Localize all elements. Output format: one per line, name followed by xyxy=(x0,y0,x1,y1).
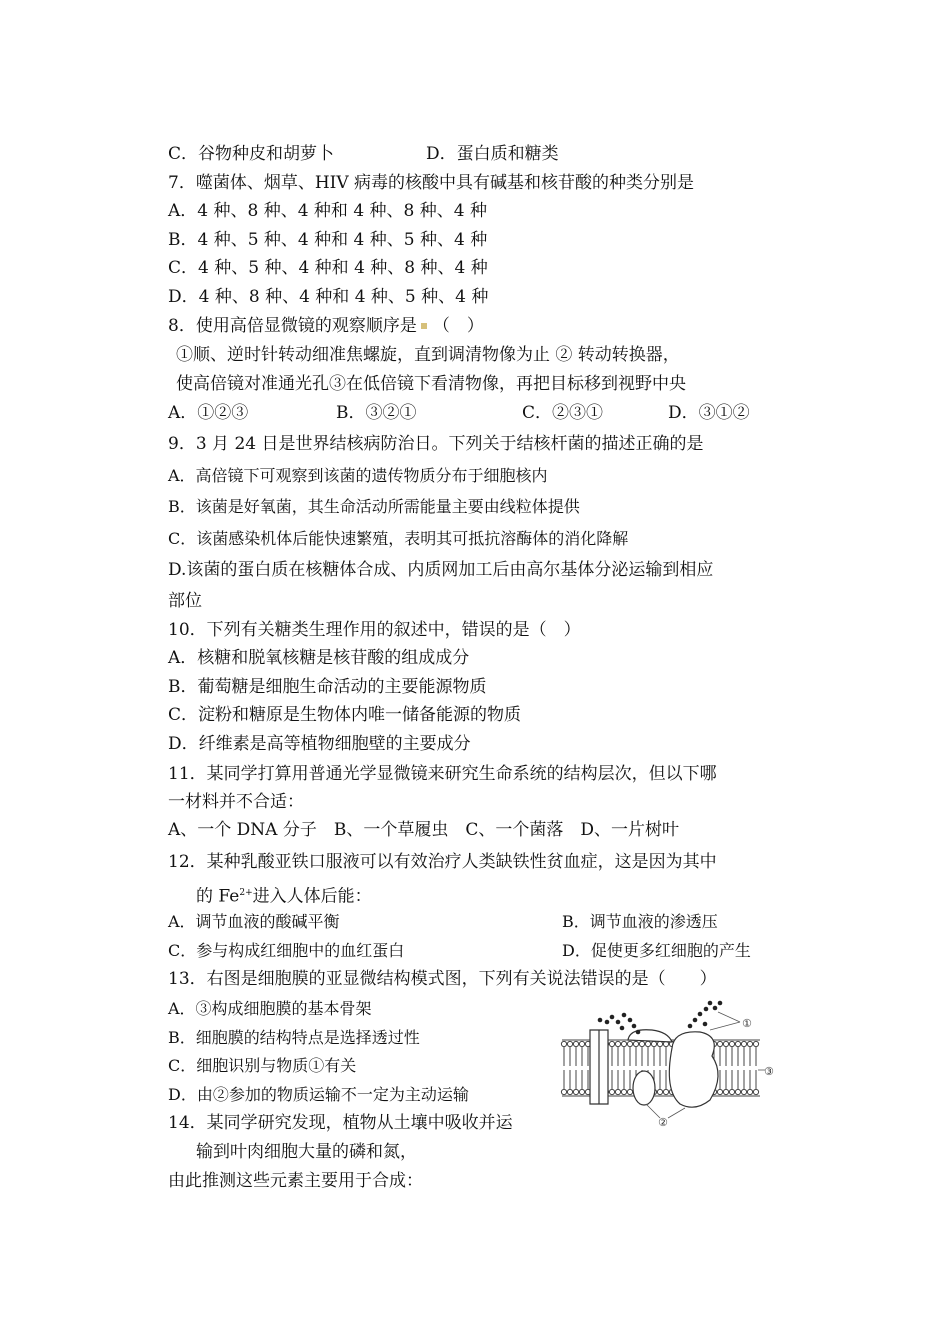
lipid-head xyxy=(729,1041,734,1046)
lipid-head xyxy=(741,1089,746,1094)
option-c: C．细胞识别与物质①有关 xyxy=(168,1056,357,1075)
question-12-tail: 进入人体后能： xyxy=(252,886,372,907)
lipid-head xyxy=(735,1041,740,1046)
option-d: D．纤维素是高等植物细胞壁的主要成分 xyxy=(168,734,471,754)
question-8-options xyxy=(168,402,750,424)
question-11-options: A、一个 DNA 分子 B、一个草履虫 C、一个菌落 D、一片树叶 xyxy=(168,820,679,840)
lipid-head xyxy=(579,1089,584,1094)
question-10: 10．下列有关糖类生理作用的叙述中，错误的是（ ） xyxy=(168,620,581,640)
question-12: 12．某种乳酸亚铁口服液可以有效治疗人类缺铁性贫血症，这是因为其中 xyxy=(168,852,717,872)
lipid-head xyxy=(615,1041,620,1046)
lipid-head xyxy=(561,1041,566,1046)
lipid-head xyxy=(609,1041,614,1046)
option-b: B．4 种、5 种、4 种和 4 种、5 种、4 种 xyxy=(168,230,488,250)
lipid-head xyxy=(657,1089,662,1094)
lipid-head xyxy=(579,1041,584,1046)
option-a: A．高倍镜下可观察到该菌的遗传物质分布于细胞核内 xyxy=(168,466,548,485)
lipid-head xyxy=(747,1089,752,1094)
question-11: 11．某同学打算用普通光学显微镜来研究生命系统的结构层次，但以下哪 xyxy=(168,764,717,784)
option-a: A．③构成细胞膜的基本骨架 xyxy=(168,999,372,1018)
option-b: B．细胞膜的结构特点是选择透过性 xyxy=(168,1028,420,1047)
lipid-head xyxy=(753,1041,758,1046)
lipid-head xyxy=(645,1041,650,1046)
option-b: B．③②① xyxy=(336,403,417,423)
lipid-head xyxy=(561,1089,566,1094)
lipid-head xyxy=(717,1089,722,1094)
label-3: ③ xyxy=(764,1065,774,1078)
question-7: 7．噬菌体、烟草、HIV 病毒的核酸中具有碱基和核苷酸的种类分别是 xyxy=(168,173,695,193)
fe-text: 的 Fe xyxy=(196,886,240,907)
option-c: C．4 种、5 种、4 种和 4 种、8 种、4 种 xyxy=(168,258,488,278)
question-9: 9．3 月 24 日是世界结核病防治日。下列关于结核杆菌的描述正确的是 xyxy=(168,434,704,454)
lipid-head xyxy=(573,1089,578,1094)
question-8-steps-cont: 使高倍镜对准通光孔③在低倍镜下看清物像，再把目标移到视野中央 xyxy=(176,374,686,394)
question-14-cont-2: 由此推测这些元素主要用于合成： xyxy=(168,1171,423,1191)
glycocalyx xyxy=(598,1001,723,1035)
option-c: C．谷物种皮和胡萝卜 xyxy=(168,144,335,164)
lipid-head xyxy=(615,1089,620,1094)
lipid-head xyxy=(621,1041,626,1046)
lipid-head xyxy=(627,1089,632,1094)
lipid-head xyxy=(657,1041,662,1046)
lipid-head xyxy=(747,1041,752,1046)
question-12-options-1 xyxy=(168,911,718,933)
question-14: 14．某同学研究发现，植物从土壤中吸收并运 xyxy=(168,1113,513,1133)
lipid-head xyxy=(735,1089,740,1094)
question-14-cont: 输到叶肉细胞大量的磷和氮， xyxy=(196,1142,417,1162)
option-d: D．③①② xyxy=(668,403,750,423)
option-c: C．该菌感染机体后能快速繁殖，表明其可抵抗溶酶体的消化降解 xyxy=(168,529,629,548)
answer-paren: （ ） xyxy=(432,316,484,336)
option-d: D．由②参加的物质运输不一定为主动运输 xyxy=(168,1085,469,1104)
marker-icon xyxy=(421,323,427,329)
question-8 xyxy=(168,315,484,337)
question-8-text: 8．使用高倍显微镜的观察顺序是 xyxy=(168,316,417,336)
lipid-head xyxy=(567,1041,572,1046)
lipid-head xyxy=(567,1089,572,1094)
option-a: A．调节血液的酸碱平衡 xyxy=(168,912,340,931)
lipid-head xyxy=(609,1089,614,1094)
lipid-head xyxy=(741,1041,746,1046)
label-1: ① xyxy=(742,1017,752,1030)
question-12-options-2 xyxy=(168,940,751,962)
option-c: C．②③① xyxy=(522,403,604,423)
label-2: ② xyxy=(658,1116,668,1129)
option-b: B．葡萄糖是细胞生命活动的主要能源物质 xyxy=(168,677,487,697)
option-d: D．4 种、8 种、4 种和 4 种、5 种、4 种 xyxy=(168,287,489,307)
cell-membrane-diagram xyxy=(560,1000,790,1130)
option-a: A．4 种、8 种、4 种和 4 种、8 种、4 种 xyxy=(168,201,487,221)
option-d: D．促使更多红细胞的产生 xyxy=(562,941,751,960)
protein xyxy=(633,1071,655,1105)
option-c: C．淀粉和糖原是生物体内唯一储备能源的物质 xyxy=(168,705,522,725)
option-line xyxy=(168,143,559,165)
question-11-cont: 一材料并不合适： xyxy=(168,792,304,812)
transmembrane-protein xyxy=(669,1032,718,1107)
option-b: B．该菌是好氧菌，其生命活动所需能量主要由线粒体提供 xyxy=(168,497,580,516)
option-d: D.该菌的蛋白质在核糖体合成、内质网加工后由高尔基体分泌运输到相应 xyxy=(168,560,714,580)
lipid-head xyxy=(723,1041,728,1046)
option-a: A．核糖和脱氧核糖是核苷酸的组成成分 xyxy=(168,648,470,668)
option-a: A．①②③ xyxy=(168,403,249,423)
lipid-head xyxy=(627,1041,632,1046)
lipid-head xyxy=(753,1089,758,1094)
surface-protein xyxy=(628,1030,672,1042)
option-c: C．参与构成红细胞中的血红蛋白 xyxy=(168,941,405,960)
lipid-head xyxy=(633,1041,638,1046)
lipid-head xyxy=(663,1089,668,1094)
question-12-cont xyxy=(196,882,372,908)
lipid-head xyxy=(639,1041,644,1046)
question-8-steps: ①顺、逆时针转动细准焦螺旋，直到调清物像为止 ② 转动转换器， xyxy=(176,345,680,365)
option-d: D．蛋白质和糖类 xyxy=(426,144,559,164)
charge-superscript: 2+ xyxy=(239,888,253,898)
question-13: 13．右图是细胞膜的亚显微结构模式图，下列有关说法错误的是（ ） xyxy=(168,969,717,989)
lipid-head xyxy=(573,1041,578,1046)
option-d-cont: 部位 xyxy=(168,591,202,611)
lipid-head xyxy=(723,1089,728,1094)
lipid-head xyxy=(651,1041,656,1046)
lipid-head xyxy=(729,1089,734,1094)
lipid-head xyxy=(717,1041,722,1046)
option-b: B．调节血液的渗透压 xyxy=(562,912,718,931)
lipid-head xyxy=(621,1089,626,1094)
